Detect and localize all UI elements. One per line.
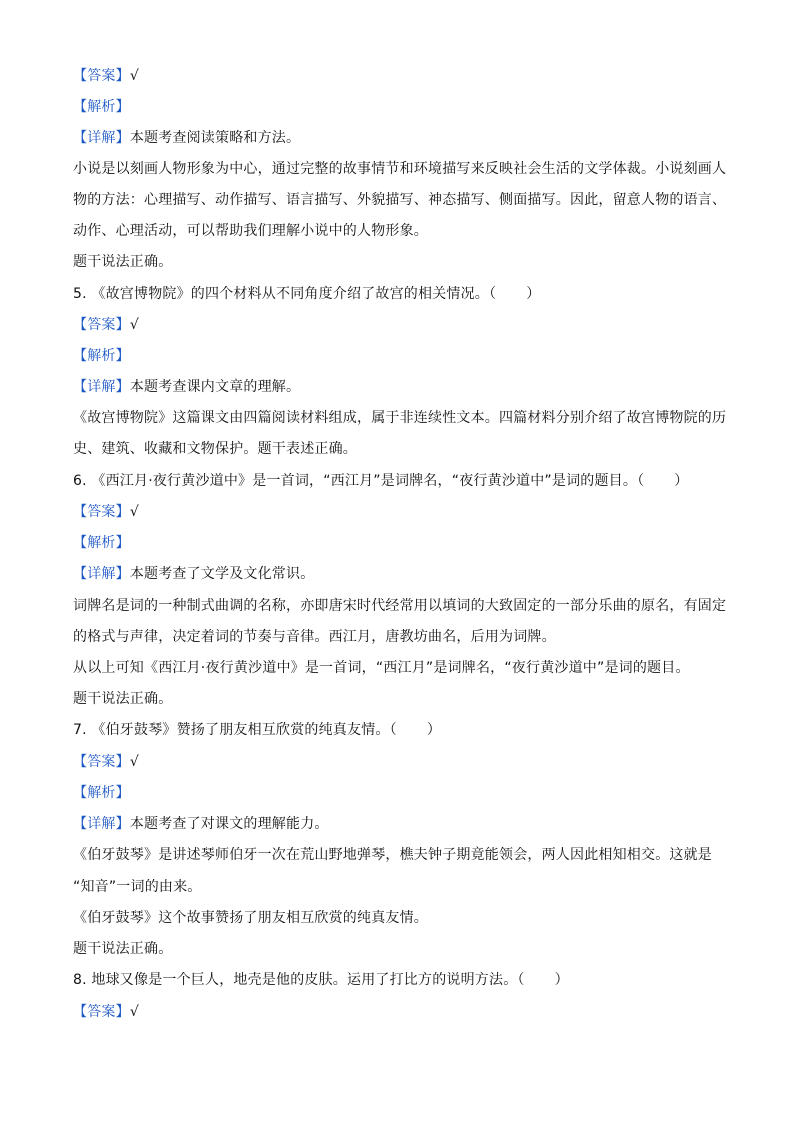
analysis-tag: 【解析】: [73, 785, 130, 801]
analysis-tag: 【解析】: [73, 99, 130, 115]
conclusion-line: 题干说法正确。: [73, 254, 173, 270]
detail-tag: 【详解】: [73, 130, 130, 146]
check-mark: √: [129, 317, 139, 333]
answer-tag: 【答案】: [73, 1004, 130, 1020]
explanation-line: 小说是以刻画人物形象为中心，通过完整的故事情节和环境描写来反映社会生活的文学体裁。小说刻画人: [73, 161, 727, 177]
question-6: 6. 《西江月·夜行黄沙道中》是一首词，“西江月”是词牌名，“夜行黄沙道中”是词的题目。（ ）: [73, 473, 689, 489]
explanation-line: 的格式与声律，决定着词的节奏与音律。西江月，唐教坊曲名，后用为词牌。: [73, 629, 556, 645]
explanation-line: 《伯牙鼓琴》这个故事赞扬了朋友相互欣赏的纯真友情。: [73, 910, 428, 926]
detail-text: 本题考查课内文章的理解。: [129, 379, 301, 395]
check-mark: √: [129, 504, 139, 520]
conclusion-line: 题干说法正确。: [73, 691, 173, 707]
conclusion-line: 题干说法正确。: [73, 941, 173, 957]
analysis-line-7: [73, 783, 723, 803]
check-mark: √: [129, 1004, 139, 1020]
detail-tag: 【详解】: [73, 379, 130, 395]
explanation-line: “知音”一词的由来。: [73, 879, 202, 895]
explanation-line: 史、建筑、收藏和文物保护。题干表述正确。: [73, 441, 357, 457]
answer-line-7: [73, 752, 723, 772]
explanation-line: 《故宫博物院》这篇课文由四篇阅读材料组成，属于非连续性文本。四篇材料分别介绍了故宫博物院的历: [73, 410, 727, 426]
question-7: 7. 《伯牙鼓琴》赞扬了朋友相互欣赏的纯真友情。（ ）: [73, 722, 442, 738]
detail-line-6: [73, 564, 723, 584]
answer-tag: 【答案】: [73, 504, 130, 520]
answer-line-5: [73, 315, 723, 335]
detail-text: 本题考查了文学及文化常识。: [129, 566, 315, 582]
analysis-line-4: [73, 97, 723, 117]
explanation-line: 《伯牙鼓琴》是讲述琴师伯牙一次在荒山野地弹琴，樵夫钟子期竟能领会，两人因此相知相交。这就是: [73, 847, 712, 863]
answer-line-6: [73, 502, 723, 522]
detail-text: 本题考查了对课文的理解能力。: [129, 816, 329, 832]
explanation-line: 物的方法：心理描写、动作描写、语言描写、外貌描写、神态描写、侧面描写。因此，留意人物的语言、: [73, 192, 727, 208]
question-5: 5. 《故宫博物院》的四个材料从不同角度介绍了故宫的相关情况。（ ）: [73, 286, 541, 302]
analysis-tag: 【解析】: [73, 348, 130, 364]
answer-tag: 【答案】: [73, 754, 130, 770]
answer-line-8: [73, 1002, 723, 1022]
explanation-line: 词牌名是词的一种制式曲调的名称，亦即唐宋时代经常用以填词的大致固定的一部分乐曲的原名，有固定: [73, 598, 727, 614]
question-8: 8. 地球又像是一个巨人，地壳是他的皮肤。运用了打比方的说明方法。（ ）: [73, 972, 569, 988]
answer-tag: 【答案】: [73, 317, 130, 333]
check-mark: √: [129, 68, 139, 84]
analysis-line-5: [73, 346, 723, 366]
detail-line-5: [73, 377, 723, 397]
answer-tag: 【答案】: [73, 68, 130, 84]
detail-line-7: [73, 814, 723, 834]
detail-tag: 【详解】: [73, 816, 130, 832]
analysis-tag: 【解析】: [73, 535, 130, 551]
analysis-line-6: [73, 533, 723, 553]
detail-line-4: [73, 128, 723, 148]
check-mark: √: [129, 754, 139, 770]
answer-line-4: [73, 66, 723, 86]
explanation-line: 从以上可知《西江月·夜行黄沙道中》是一首词，“西江月”是词牌名，“夜行黄沙道中”是词的题目。: [73, 660, 690, 676]
detail-tag: 【详解】: [73, 566, 130, 582]
explanation-line: 动作、心理活动，可以帮助我们理解小说中的人物形象。: [73, 223, 428, 239]
detail-text: 本题考查阅读策略和方法。: [129, 130, 301, 146]
